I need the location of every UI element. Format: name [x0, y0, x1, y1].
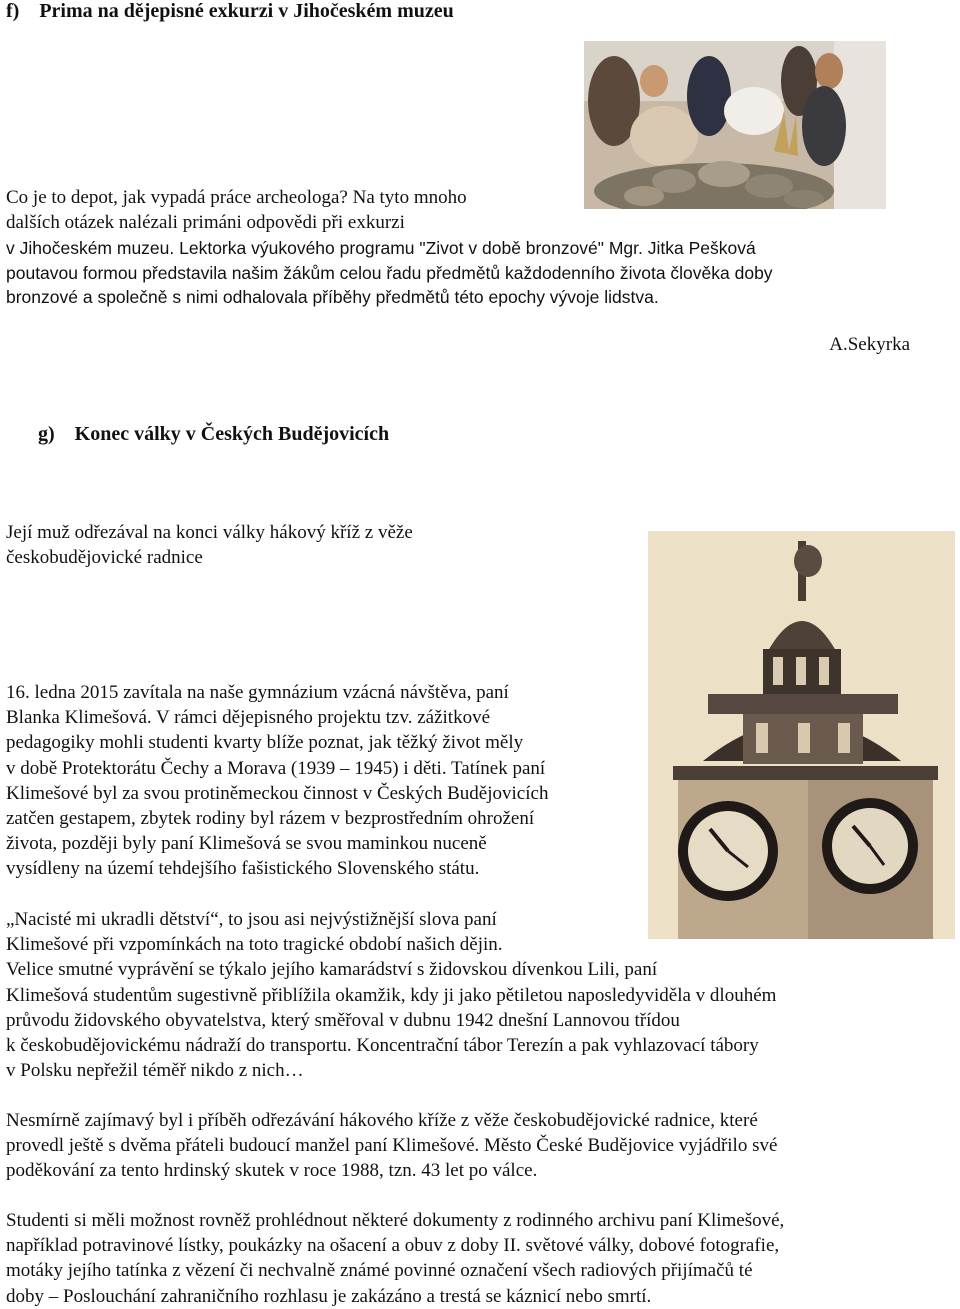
paragraph-line: poutavou formou představila našim žákům celou řadu předmětů každodenního života člověka doby [6, 262, 773, 283]
visit-paragraph [6, 680, 548, 882]
paragraph-line: života, později byly paní Klimešová se svou maminkou nuceně [6, 833, 487, 855]
paragraph-line: pedagogiky mohli studenti kvarty blíže poznat, jak těžký život měly [6, 732, 524, 754]
swastika-story-paragraph [6, 1108, 777, 1184]
paragraph-line: vysídleny na území tehdejšího fašistického Slovenského státu. [6, 858, 480, 880]
paragraph-line: Nesmírně zajímavý byl i příběh odřezávání hákového kříže z věže českobudějovické radnice, které [6, 1110, 758, 1131]
paragraph-line: v Jihočeském muzeu. Lektorka výukového programu "Zivot v době bronzové" Mgr. Jitka Pešková [6, 238, 756, 258]
paragraph-line: doby – Poslouchání zahraničního rozhlasu je zakázáno a trestá se káznicí nebo smrtí. [6, 1285, 652, 1307]
paragraph-line: 16. ledna 2015 zavítala na naše gymnázium vzácná návštěva, paní [6, 682, 509, 703]
paragraph-line: poděkování za tento hrdinský skutek v roce 1988, tzn. 43 let po válce. [6, 1160, 538, 1182]
paragraph-line: Klimešové byl za svou protiněmeckou činnost v Českých Budějovicích [6, 782, 549, 804]
author-signature: A.Sekyrka [829, 334, 910, 355]
section-f-paragraph-cont [6, 236, 773, 310]
paragraph-line: například potravinové lístky, poukázky na ošacení a obuv z doby II. světové války, dobové fotografie, [6, 1235, 780, 1257]
caption-line: českobudějovické radnice [6, 547, 203, 569]
paragraph-line: Blanka Klimešová. V rámci dějepisného projektu tzv. zážitkové [6, 707, 491, 729]
childhood-paragraph [6, 907, 776, 1083]
museum-workshop-photo [584, 41, 886, 209]
paragraph-line: motáky jejího tatínka z vězení či nechvalně známé povinné označení všech radiových přijímačů té [6, 1260, 753, 1282]
paragraph-line: Velice smutné vyprávění se týkalo jejího kamarádství s židovskou dívenkou Lili, paní [6, 959, 658, 981]
paragraph-line: „Nacisté mi ukradli dětství“, to jsou asi nejvýstižnější slova paní [6, 909, 497, 930]
documents-paragraph [6, 1208, 784, 1309]
paragraph-line: zatčen gestapem, zbytek rodiny byl rázem v bezprostředním ohrožení [6, 808, 535, 830]
paragraph-line: Klimešové při vzpomínkách na toto tragické období našich dějin. [6, 934, 503, 956]
section-f-heading: f) Prima na dějepisné exkurzi v Jihočeském muzeu [6, 0, 454, 22]
paragraph-line: k českobudějovickému nádraží do transportu. Koncentrační tábor Terezín a pak vyhlazovací tábory [6, 1035, 759, 1057]
paragraph-line: Klimešová studentům sugestivně přiblížila okamžik, kdy ji jako pětiletou naposledyviděla v dlouhém [6, 984, 777, 1006]
section-f-paragraph [6, 185, 467, 235]
town-hall-tower-photo [648, 531, 955, 939]
paragraph-line: provedl ještě s dvěma přáteli budoucí manžel paní Klimešové. Město České Budějovice vyjádřilo své [6, 1135, 778, 1157]
paragraph-line: průvodu židovského obyvatelstva, který směřoval v dubnu 1942 dnešní Lannovou třídou [6, 1009, 680, 1031]
section-g-heading: g) Konec války v Českých Budějovicích [38, 423, 390, 445]
town-hall-tower-image [648, 531, 955, 939]
paragraph-line: bronzové a společně s nimi odhalovala příběhy předmětů této epochy vývoje lidstva. [6, 287, 659, 307]
paragraph-line: v době Protektorátu Čechy a Morava (1939 – 1945) i děti. Tatínek paní [6, 757, 546, 779]
caption-line: Její muž odřezával na konci války hákový kříž z věže [6, 522, 413, 543]
tower-photo-caption [6, 520, 413, 570]
museum-workshop-image [584, 41, 886, 209]
paragraph-line: v Polsku nepřežil téměř nikdo z nich… [6, 1060, 304, 1082]
paragraph-line: dalších otázek nalézali primáni odpovědi při exkurzi [6, 212, 405, 234]
paragraph-line: Co je to depot, jak vypadá práce archeologa? Na tyto mnoho [6, 187, 467, 208]
paragraph-line: Studenti si měli možnost rovněž prohlédnout některé dokumenty z rodinného archivu paní Klimešové, [6, 1210, 785, 1231]
